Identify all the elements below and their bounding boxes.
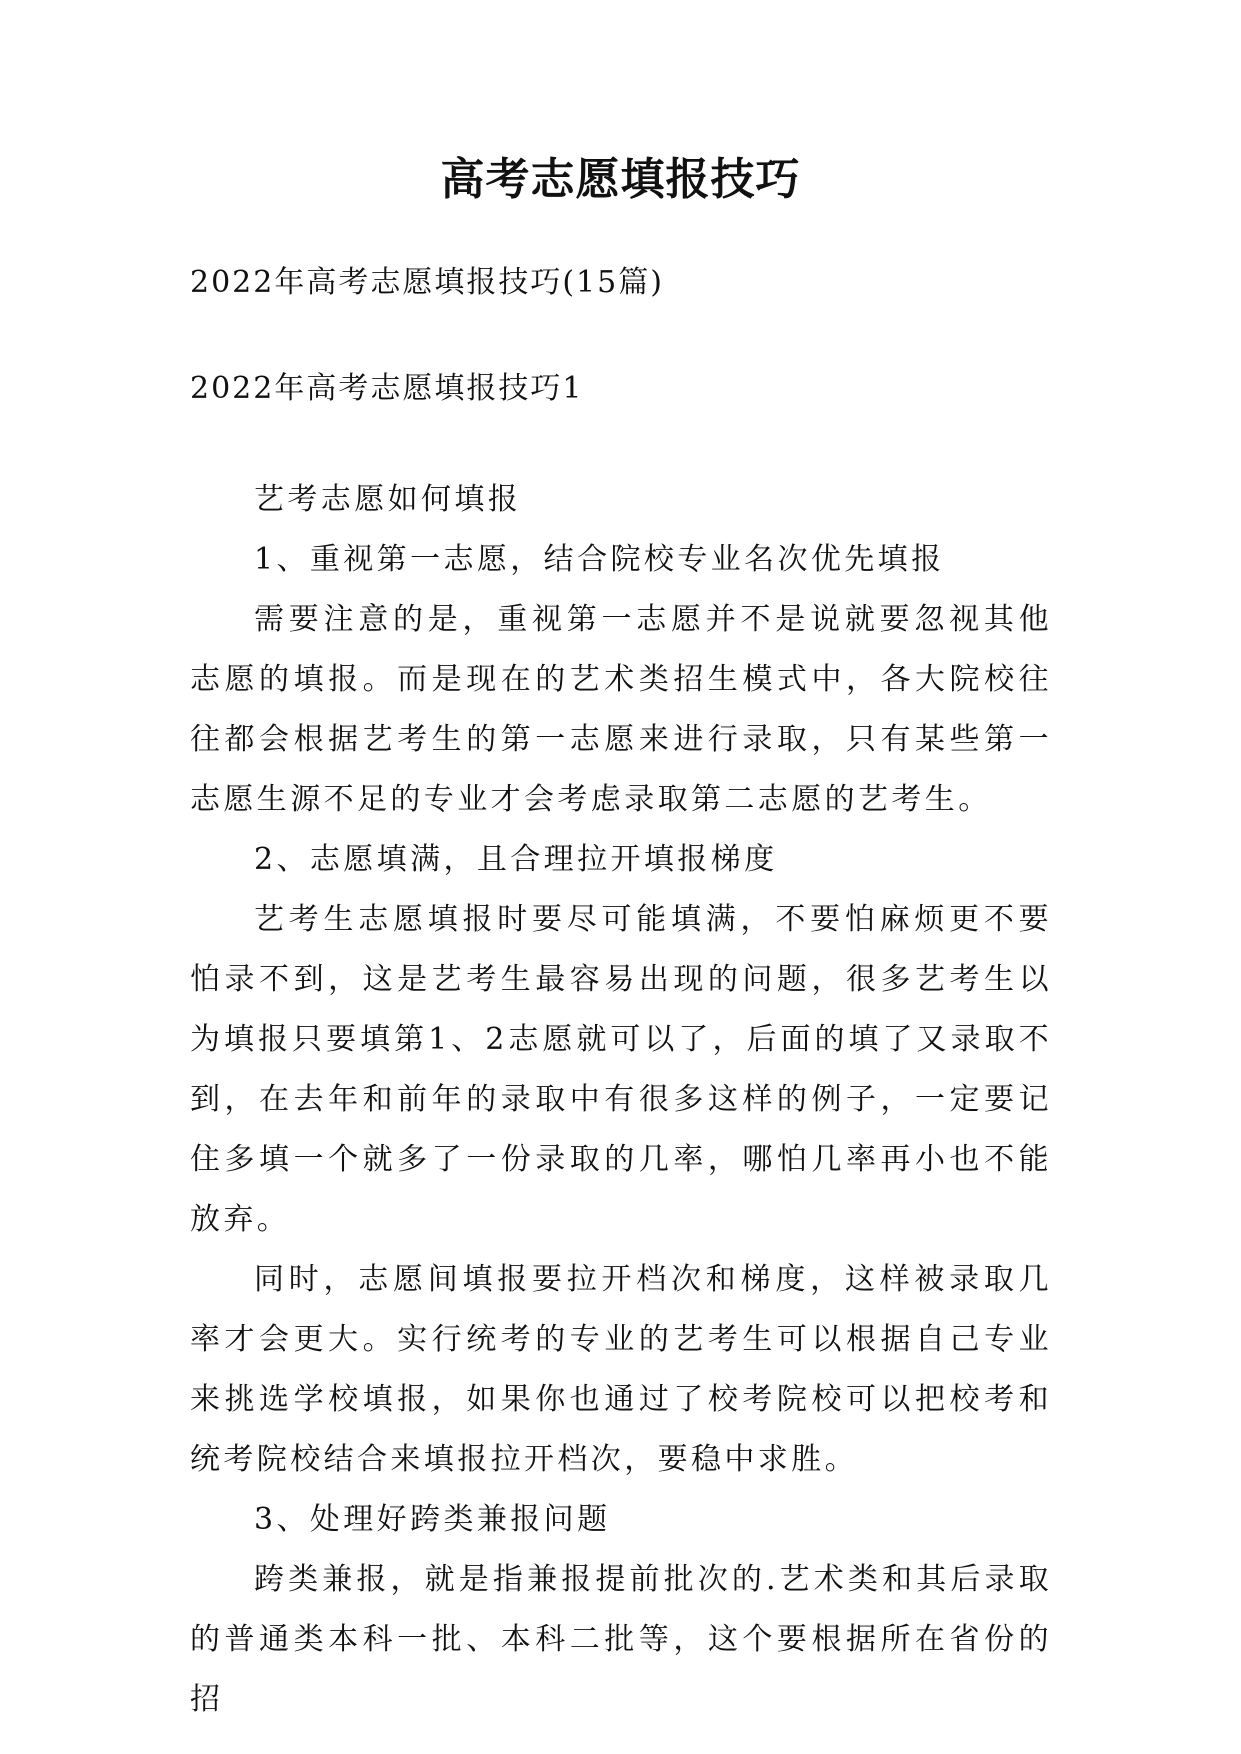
paragraph: 需要注意的是，重视第一志愿并不是说就要忽视其他志愿的填报。而是现在的艺术类招生模式中，各大院校往往都会根据艺考生的第一志愿来进行录取，只有某些第一志愿生源不足的专业才会考虑录取第二志愿的艺考生。 bbox=[190, 602, 1052, 817]
paragraph: 跨类兼报，就是指兼报提前批次的.艺术类和其后录取的普通类本科一批、本科二批等，这个要根据所在省份的招 bbox=[190, 1562, 1052, 1717]
paragraph: 2、志愿填满，且合理拉开填报梯度 bbox=[254, 842, 778, 877]
paragraph: 3、处理好跨类兼报问题 bbox=[254, 1502, 611, 1537]
section-heading: 2022年高考志愿填报技巧1 bbox=[190, 371, 584, 406]
paragraph: 同时，志愿间填报要拉开档次和梯度，这样被录取几率才会更大。实行统考的专业的艺考生可以根据自己专业来挑选学校填报，如果你也通过了校考院校可以把校考和统考院校结合来填报拉开档次，要稳中求胜。 bbox=[190, 1262, 1052, 1477]
paragraph: 艺考志愿如何填报 bbox=[254, 482, 522, 517]
paragraph: 艺考生志愿填报时要尽可能填满，不要怕麻烦更不要怕录不到，这是艺考生最容易出现的问题，很多艺考生以为填报只要填第1、2志愿就可以了，后面的填了又录取不到，在去年和前年的录取中有很多这样的例子，一定要记住多填一个就多了一份录取的几率，哪怕几率再小也不能放弃。 bbox=[190, 902, 1052, 1237]
paragraph: 1、重视第一志愿，结合院校专业名次优先填报 bbox=[254, 542, 945, 577]
document-body bbox=[190, 470, 1052, 1730]
document-subtitle: 2022年高考志愿填报技巧(15篇) bbox=[190, 265, 664, 300]
document-title: 高考志愿填报技巧 bbox=[440, 154, 801, 205]
